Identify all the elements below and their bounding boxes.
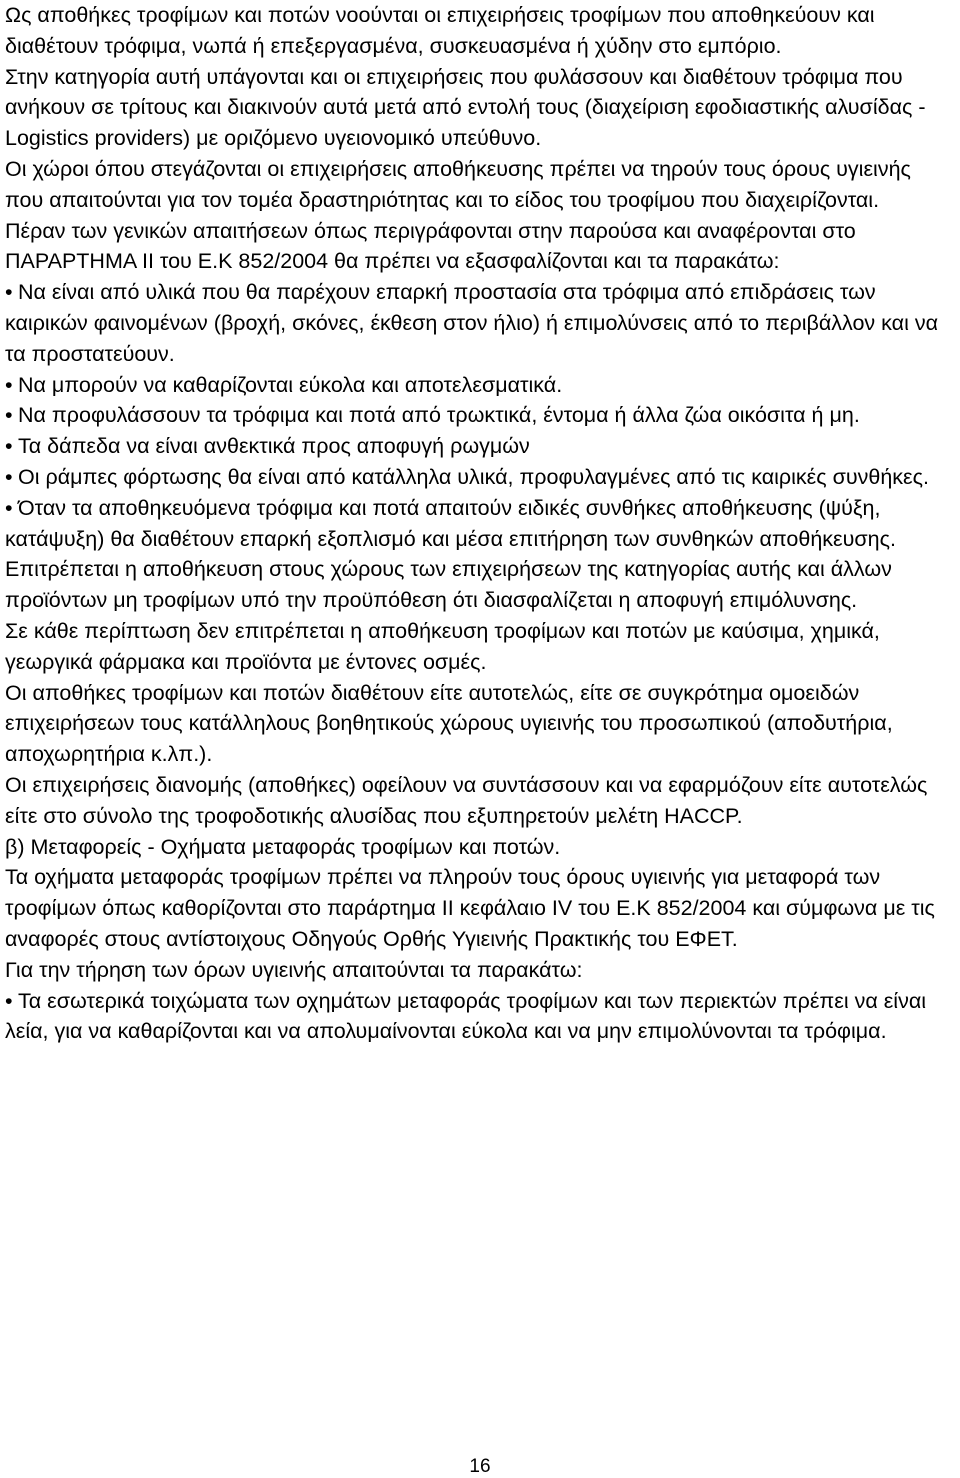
page-number: 16 <box>469 1456 491 1477</box>
bullet-icon: • <box>5 280 13 305</box>
bullet-text: Οι ράμπες φόρτωσης θα είναι από κατάλληλα υλικά, προφυλαγμένες από τις καιρικές συνθήκες. <box>18 464 929 489</box>
bullet-item-vehicle-walls <box>5 986 955 1048</box>
bullet-text: Τα εσωτερικά τοιχώματα των οχημάτων μεταφοράς τροφίμων και των περιεκτών πρέπει να είναι λεία, για να καθαρίζονται και να απολυμαίνονται εύκολα και να μην επιμολύνονται τα τρόφιμα. <box>5 988 927 1044</box>
bullet-icon: • <box>5 988 13 1013</box>
bullet-icon: • <box>5 464 13 489</box>
bullet-item-materials-protection <box>5 277 955 369</box>
document-body <box>5 0 955 1047</box>
paragraph-general-requirements: Πέραν των γενικών απαιτήσεων όπως περιγράφονται στην παρούσα και αναφέρονται στο ΠΑΡΑΡΤΗΜΑ ΙΙ του Ε.Κ 852/2004 θα πρέπει να εξασφαλίζονται και τα παρακάτω: <box>5 218 856 274</box>
bullet-item-loading-ramps <box>5 462 955 493</box>
paragraph-food-warehouses-definition: Ως αποθήκες τροφίμων και ποτών νοούνται οι επιχειρήσεις τροφίμων που αποθηκεύουν και διαθέτουν τρόφιμα, νωπά ή επεξεργασμένα, συσκευασμένα ή χύδην στο εμπόριο. <box>5 3 875 58</box>
bullet-icon: • <box>5 403 13 428</box>
bullet-text: Να μπορούν να καθαρίζονται εύκολα και αποτελεσματικά. <box>18 372 563 397</box>
bullet-text: Τα δάπεδα να είναι ανθεκτικά προς αποφυγή ρωγμών <box>18 434 530 459</box>
section-heading-transport: β) Μεταφορείς - Οχήματα μεταφοράς τροφίμων και ποτών. <box>5 834 561 859</box>
bullet-icon: • <box>5 495 13 520</box>
paragraph-prohibited-storage: Σε κάθε περίπτωση δεν επιτρέπεται η αποθήκευση τροφίμων και ποτών με καύσιμα, χημικά, γεωργικά φάρμακα και προϊόντα με έντονες οσμές. <box>5 618 880 674</box>
paragraph-logistics-providers: Στην κατηγορία αυτή υπάγονται και οι επιχειρήσεις που φυλάσσουν και διαθέτουν τρόφιμα που ανήκουν σε τρίτους και διακινούν αυτά μετά από εντολή τους (διαχείριση εφοδιαστικής αλυσίδας - Logistics providers) με οριζόμενο υγειονομικό υπεύθυνο. <box>5 64 926 151</box>
bullet-item-special-storage-conditions <box>5 493 955 555</box>
bullet-text: Όταν τα αποθηκευόμενα τρόφιμα και ποτά απαιτούν ειδικές συνθήκες αποθήκευσης (ψύξη, κατάψυξη) θα διαθέτουν επαρκή εξοπλισμό και μέσα επιτήρηση των συνθηκών αποθήκευσης. <box>5 495 896 551</box>
bullet-icon: • <box>5 372 13 397</box>
bullet-text: Να είναι από υλικά που θα παρέχουν επαρκή προστασία στα τρόφιμα από επιδράσεις των καιρικών φαινομένων (βροχή, σκόνες, έκθεση στον ήλιο) ή επιμολύνσεις από το περιβάλλον και να τα προστατεύουν. <box>5 280 939 366</box>
paragraph-hygiene-conditions: Οι χώροι όπου στεγάζονται οι επιχειρήσεις αποθήκευσης πρέπει να τηρούν τους όρους υγιεινής που απαιτούνται για τον τομέα δραστηριότητας και το είδος του τροφίμου που διαχειρίζονται. <box>5 156 911 212</box>
bullet-item-easy-cleaning <box>5 370 955 401</box>
bullet-item-pest-protection <box>5 400 955 431</box>
bullet-item-durable-floors <box>5 431 955 462</box>
paragraph-hygiene-requirements-intro: Για την τήρηση των όρων υγιεινής απαιτούνται τα παρακάτω: <box>5 957 583 982</box>
paragraph-transport-hygiene: Τα οχήματα μεταφοράς τροφίμων πρέπει να πληρούν τους όρους υγιεινής για μεταφορά των τροφίμων όπως καθορίζονται στο παράρτημα ΙΙ κεφάλαιο ΙV του Ε.Κ 852/2004 και σύμφωνα με τις αναφορές στους αντίστοιχους Οδηγούς Ορθής Υγιεινής Πρακτικής του ΕΦΕΤ. <box>5 865 935 951</box>
paragraph-non-food-storage: Επιτρέπεται η αποθήκευση στους χώρους των επιχειρήσεων της κατηγορίας αυτής και άλλων προϊόντων μη τροφίμων υπό την προϋπόθεση ότι διασφαλίζεται η αποφυγή επιμόλυνσης. <box>5 557 892 613</box>
bullet-text: Να προφυλάσσουν τα τρόφιμα και ποτά από τρωκτικά, έντομα ή άλλα ζώα οικόσιτα ή μη. <box>18 403 860 428</box>
paragraph-haccp: Οι επιχειρήσεις διανομής (αποθήκες) οφείλουν να συντάσσουν και να εφαρμόζουν είτε αυτοτελώς είτε στο σύνολο της τροφοδοτικής αλυσίδας που εξυπηρετούν μελέτη HACCP. <box>5 772 928 828</box>
bullet-icon: • <box>5 434 13 459</box>
paragraph-staff-facilities: Οι αποθήκες τροφίμων και ποτών διαθέτουν είτε αυτοτελώς, είτε σε συγκρότημα ομοειδών επιχειρήσεων τους κατάλληλους βοηθητικούς χώρους υγιεινής του προσωπικού (αποδυτήρια, αποχωρητήρια κ.λπ.). <box>5 680 893 767</box>
